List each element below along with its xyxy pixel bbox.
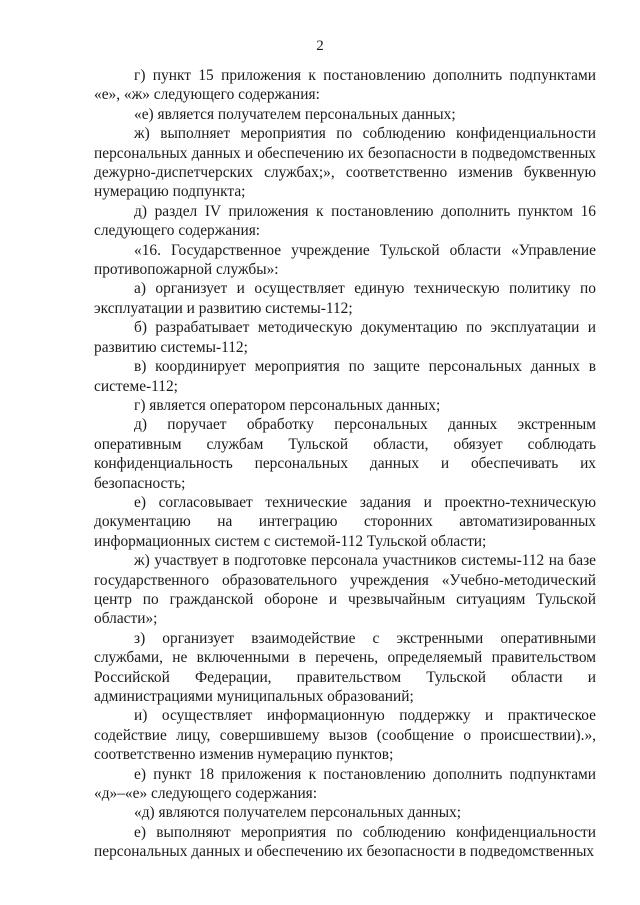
- paragraph: г) является оператором персональных данных;: [134, 396, 441, 414]
- paragraph: ж) выполняет мероприятия по соблюдению конфиденциальности персональных данных и обеспечению их безопасности в подведомственных дежурно-диспетчерских службах;», соответственно изменив буквенную нумерацию подпункта;: [94, 125, 596, 201]
- paragraph: г) пункт 15 приложения к постановлению дополнить подпунктами «е», «ж» следующего содержания:: [94, 67, 596, 104]
- paragraph: б) разрабатывает методическую документацию по эксплуатации и развитию системы-112;: [94, 319, 596, 356]
- paragraph: е) пункт 18 приложения к постановлению дополнить подпунктами «д»–«е» следующего содержания:: [94, 765, 596, 803]
- paragraph: и) осуществляет информационную поддержку и практическое содействие лицу, совершившему вызов (сообщение о происшествии).», соответственно изменив нумерацию пунктов;: [94, 707, 596, 764]
- page-number: 2: [316, 38, 324, 54]
- paragraph: д) поручает обработку персональных данных экстренным оперативным службам Тульской области, обязует соблюдать конфиденциальность персональных данных и обеспечивать их безопасность;: [94, 416, 596, 492]
- paragraph: д) раздел IV приложения к постановлению дополнить пунктом 16 следующего содержания:: [94, 202, 596, 240]
- paragraph: в) координирует мероприятия по защите персональных данных в системе-112;: [94, 358, 596, 395]
- paragraph: е) выполняют мероприятия по соблюдению конфиденциальности персональных данных и обеспечению их безопасности в подведомственных: [94, 823, 596, 861]
- paragraph: «д) являются получателем персональных данных;: [134, 804, 462, 822]
- paragraph: е) согласовывает технические задания и проектно-техническую документацию на интеграцию сторонних автоматизированных информационных систем с системой-112 Тульской области;: [94, 493, 596, 550]
- paragraph: «16. Государственное учреждение Тульской области «Управление противопожарной службы»:: [94, 241, 596, 279]
- document-body: [94, 66, 596, 862]
- paragraph: а) организует и осуществляет единую техническую политику по эксплуатации и развитию системы-112;: [94, 280, 596, 317]
- paragraph: з) организует взаимодействие с экстренными оперативными службами, не включенными в перечень, определяемый правительством Российской Федерации, правительством Тульской области и администрациями муниципальных образований;: [94, 629, 596, 705]
- paragraph: «е) является получателем персональных данных;: [134, 105, 456, 123]
- paragraph: ж) участвует в подготовке персонала участников системы-112 на базе государственного образовательного учреждения «Учебно-методический центр по гражданской обороне и чрезвычайным ситуациям Тульской области»;: [94, 552, 596, 628]
